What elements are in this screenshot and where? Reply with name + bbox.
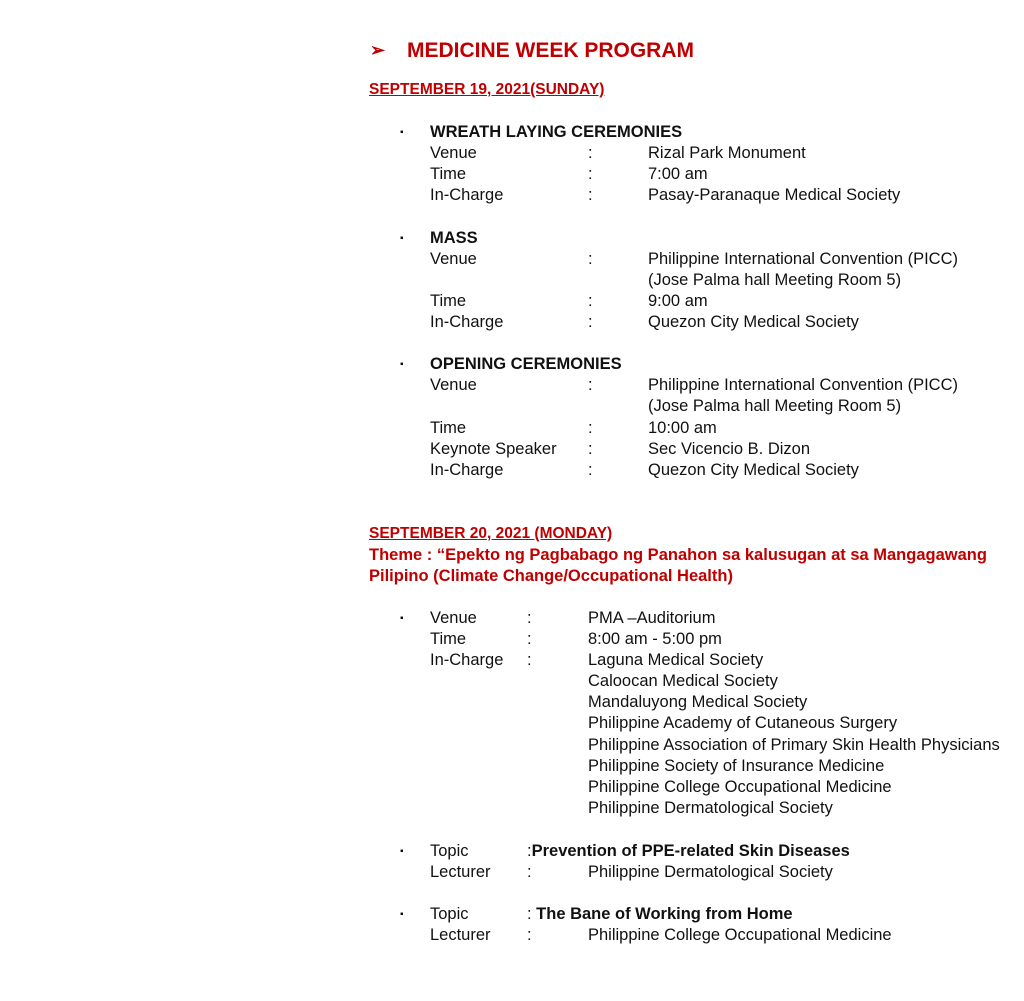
- event-name: OPENING CEREMONIES: [430, 355, 622, 373]
- row-label: In-Charge: [430, 313, 504, 331]
- row-colon: :: [588, 419, 593, 437]
- row-label: In-Charge: [430, 461, 504, 479]
- event-name: MASS: [430, 229, 478, 247]
- incharge-item: Philippine Dermatological Society: [588, 799, 833, 817]
- time-value: 8:00 am - 5:00 pm: [588, 630, 722, 648]
- event-name: WREATH LAYING CEREMONIES: [430, 123, 683, 141]
- row-value-continued: (Jose Palma hall Meeting Room 5): [648, 271, 902, 289]
- row-colon: :: [588, 292, 593, 310]
- lecturer-label: Lecturer: [430, 863, 491, 881]
- row-value: Quezon City Medical Society: [648, 461, 859, 479]
- row-value: 9:00 am: [648, 292, 708, 310]
- bullet-icon: ▪: [400, 233, 404, 244]
- day1-date-heading: SEPTEMBER 19, 2021(SUNDAY): [369, 81, 605, 98]
- row-label: In-Charge: [430, 186, 504, 204]
- row-colon: :: [527, 926, 532, 944]
- row-value: Quezon City Medical Society: [648, 313, 859, 331]
- row-colon: :: [527, 630, 532, 648]
- bullet-icon: ▪: [400, 127, 404, 138]
- bullet-icon: ▪: [400, 909, 404, 920]
- row-label: Venue: [430, 250, 477, 268]
- bullet-icon: ▪: [400, 359, 404, 370]
- row-value: 7:00 am: [648, 165, 708, 183]
- topic-title: Prevention of PPE-related Skin Diseases: [531, 842, 850, 860]
- time-label: Time: [430, 630, 467, 648]
- row-value-continued: (Jose Palma hall Meeting Room 5): [648, 397, 902, 415]
- row-colon: :: [588, 461, 593, 479]
- row-colon: :: [588, 250, 593, 268]
- row-colon: :: [588, 186, 593, 204]
- day2-theme-line2: Pilipino (Climate Change/Occupational Health): [369, 567, 733, 585]
- row-label: Venue: [430, 376, 477, 394]
- row-colon: :: [588, 440, 593, 458]
- incharge-item: Laguna Medical Society: [588, 651, 764, 669]
- day2-theme-line1: Theme : “Epekto ng Pagbabago ng Panahon sa kalusugan at sa Mangagawang: [369, 546, 987, 564]
- incharge-item: Philippine Academy of Cutaneous Surgery: [588, 714, 898, 732]
- row-label: Venue: [430, 144, 477, 162]
- row-label: Time: [430, 292, 467, 310]
- topic-line: [527, 841, 850, 862]
- row-colon: :: [588, 376, 593, 394]
- row-colon: :: [588, 313, 593, 331]
- row-colon: :: [588, 165, 593, 183]
- topic-colon: :: [527, 905, 537, 923]
- lecturer-value: Philippine College Occupational Medicine: [588, 926, 892, 944]
- topic-line: [527, 904, 793, 925]
- topic-label: Topic: [430, 905, 469, 923]
- row-label: Keynote Speaker: [430, 440, 557, 458]
- topic-label: Topic: [430, 842, 469, 860]
- row-colon: :: [527, 651, 532, 669]
- incharge-item: Mandaluyong Medical Society: [588, 693, 808, 711]
- topic-title: The Bane of Working from Home: [536, 905, 793, 923]
- row-value: 10:00 am: [648, 419, 717, 437]
- row-value: Philippine International Convention (PICC): [648, 376, 959, 394]
- lecturer-label: Lecturer: [430, 926, 491, 944]
- incharge-item: Philippine Association of Primary Skin Health Physicians: [588, 736, 1000, 754]
- row-value: Rizal Park Monument: [648, 144, 806, 162]
- row-colon: :: [527, 863, 532, 881]
- bullet-icon: ▪: [400, 613, 404, 624]
- row-label: Time: [430, 419, 467, 437]
- bullet-icon: ▪: [400, 846, 404, 857]
- page-title: MEDICINE WEEK PROGRAM: [407, 39, 695, 62]
- incharge-label: In-Charge: [430, 651, 504, 669]
- lecturer-value: Philippine Dermatological Society: [588, 863, 833, 881]
- row-value: Sec Vicencio B. Dizon: [648, 440, 811, 458]
- venue-value: PMA –Auditorium: [588, 609, 716, 627]
- arrow-bullet-icon: ➢: [370, 40, 386, 60]
- venue-label: Venue: [430, 609, 477, 627]
- incharge-item: Caloocan Medical Society: [588, 672, 778, 690]
- incharge-item: Philippine Society of Insurance Medicine: [588, 757, 885, 775]
- incharge-item: Philippine College Occupational Medicine: [588, 778, 892, 796]
- row-colon: :: [588, 144, 593, 162]
- row-label: Time: [430, 165, 467, 183]
- row-value: Philippine International Convention (PICC): [648, 250, 959, 268]
- topic-colon: :: [527, 842, 532, 860]
- row-value: Pasay-Paranaque Medical Society: [648, 186, 901, 204]
- row-colon: :: [527, 609, 532, 627]
- day2-date-heading: SEPTEMBER 20, 2021 (MONDAY): [369, 525, 613, 542]
